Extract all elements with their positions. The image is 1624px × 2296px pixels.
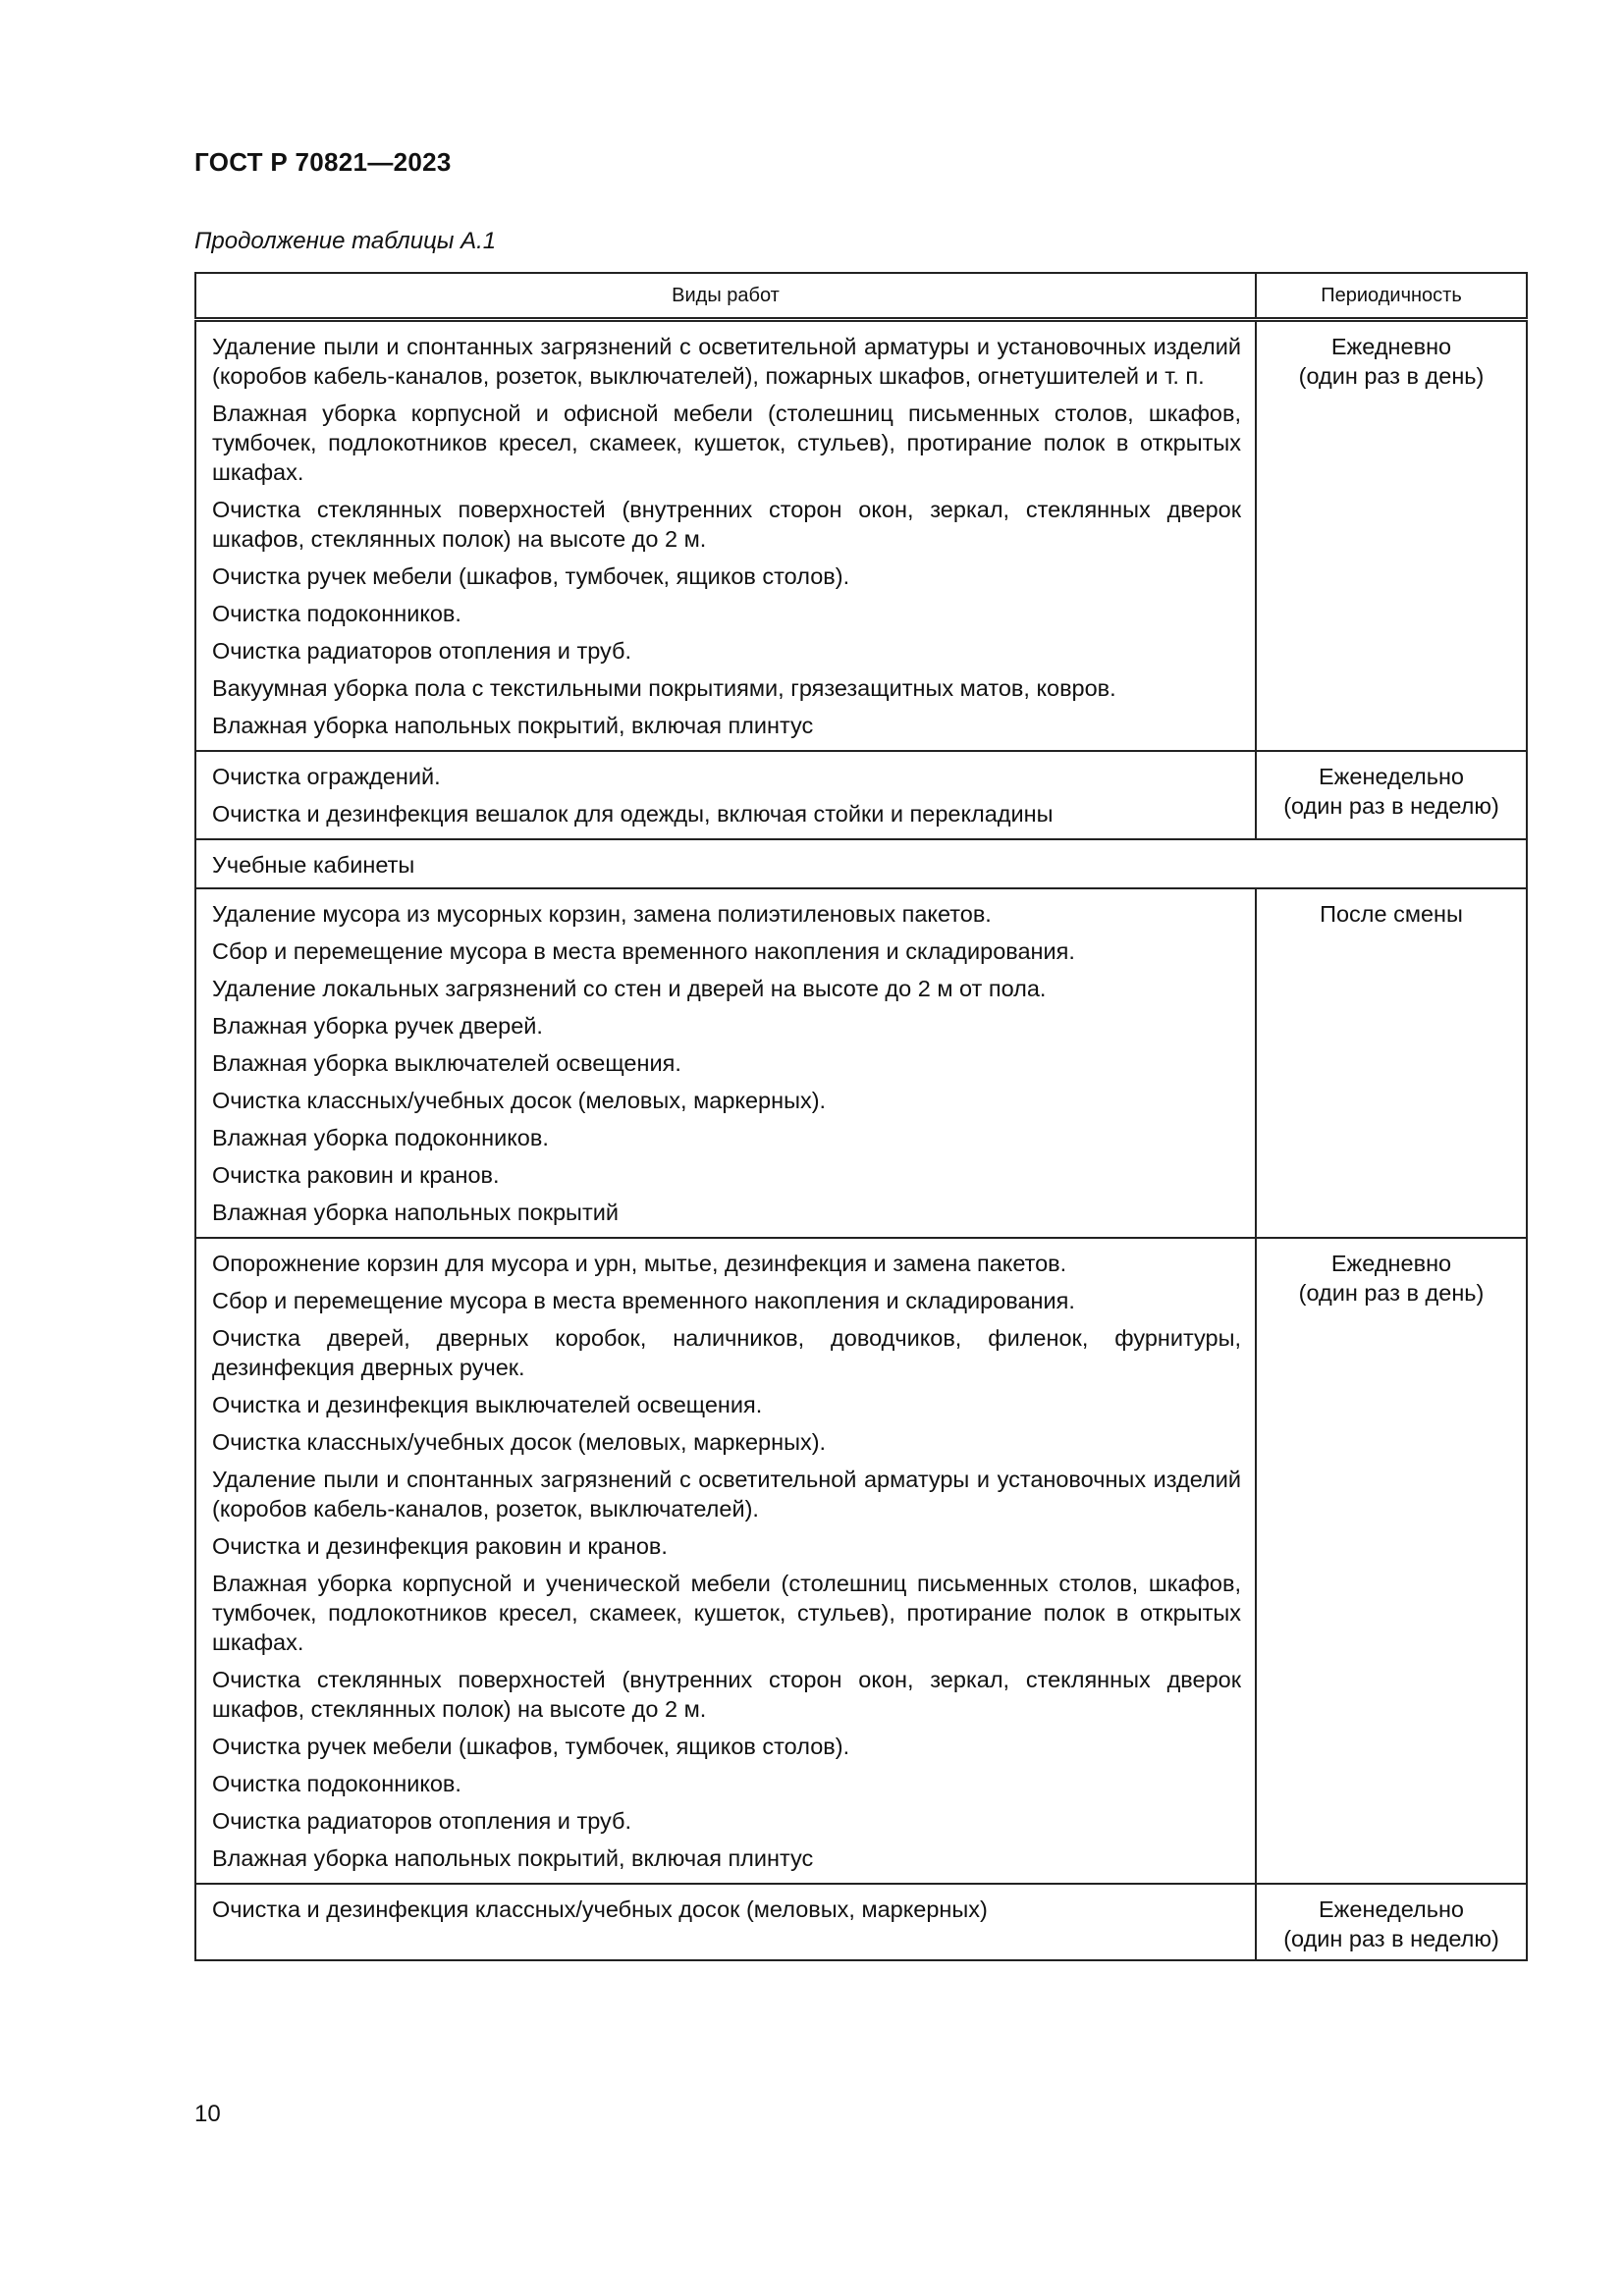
periodicity-text: Еженедельно (1319, 764, 1464, 789)
work-item: Очистка ограждений. (212, 764, 441, 789)
work-types-cell (195, 1238, 1256, 1884)
work-item: Очистка классных/учебных досок (меловых, маркерных). (212, 1429, 827, 1455)
periodicity-text: (один раз в неделю) (1283, 1926, 1499, 1951)
periodicity-text: Ежедневно (1330, 334, 1452, 359)
column-header-periodicity: Периодичность (1256, 273, 1527, 320)
work-schedule-table (194, 272, 1528, 1961)
work-item: Очистка подоконников. (212, 601, 461, 626)
table-body (195, 320, 1527, 1961)
work-item: Очистка и дезинфекция вешалок для одежды, включая стойки и перекладины (212, 801, 1054, 827)
periodicity-cell (1256, 320, 1527, 752)
work-types-cell (195, 320, 1256, 752)
work-item: Очистка стеклянных поверхностей (внутренних сторон окон, зеркал, стеклянных дверок шкафов, стеклянных полок) на высоте до 2 м. (212, 1667, 1241, 1722)
work-item: Удаление пыли и спонтанных загрязнений с осветительной арматуры и установочных изделий (коробов кабель-каналов, розеток, выключателей), пожарных шкафов, огнетушителей и т. п. (212, 334, 1241, 389)
work-item: Очистка и дезинфекция раковин и кранов. (212, 1533, 668, 1559)
periodicity-cell (1256, 751, 1527, 839)
standard-designation: ГОСТ Р 70821—2023 (194, 147, 452, 177)
work-types-cell (195, 751, 1256, 839)
work-item: Удаление локальных загрязнений со стен и дверей на высоте до 2 м от пола. (212, 976, 1047, 1001)
work-item: Влажная уборка подоконников. (212, 1125, 549, 1150)
table-header-row (195, 273, 1527, 320)
table-caption: Продолжение таблицы А.1 (194, 228, 497, 254)
work-types-cell (195, 1884, 1256, 1960)
periodicity-cell (1256, 888, 1527, 1238)
work-item: Очистка подоконников. (212, 1771, 461, 1796)
column-header-work-types: Виды работ (195, 273, 1256, 320)
periodicity-text: Еженедельно (1319, 1896, 1464, 1922)
work-item: Очистка и дезинфекция классных/учебных досок (меловых, маркерных) (212, 1896, 988, 1922)
table-row (195, 751, 1527, 839)
periodicity-cell (1256, 1238, 1527, 1884)
work-item: Очистка дверей, дверных коробок, наличников, доводчиков, филенок, фурнитуры, дезинфекция дверных ручек. (212, 1325, 1241, 1380)
table-row (195, 1238, 1527, 1884)
work-item: Влажная уборка напольных покрытий, включая плинтус (212, 713, 814, 738)
periodicity-text: После смены (1320, 901, 1463, 927)
table-row (195, 1884, 1527, 1960)
table-row (195, 320, 1527, 752)
work-item: Влажная уборка корпусной и ученической мебели (столешниц письменных столов, шкафов, тумбочек, подлокотников кресел, скамеек, кушеток, стульев), протирание полок в открытых шкафах. (212, 1571, 1241, 1655)
work-item: Очистка и дезинфекция выключателей освещения. (212, 1392, 763, 1417)
work-types-cell (195, 888, 1256, 1238)
work-item: Влажная уборка ручек дверей. (212, 1013, 543, 1039)
periodicity-cell (1256, 1884, 1527, 1960)
work-item: Очистка стеклянных поверхностей (внутренних сторон окон, зеркал, стеклянных дверок шкафов, стеклянных полок) на высоте до 2 м. (212, 497, 1241, 552)
periodicity-text: (один раз в день) (1298, 1280, 1485, 1306)
work-item: Сбор и перемещение мусора в места временного накопления и складирования. (212, 1288, 1075, 1313)
periodicity-text: Ежедневно (1330, 1251, 1452, 1276)
table-section-row (195, 839, 1527, 888)
work-item: Очистка раковин и кранов. (212, 1162, 500, 1188)
work-item: Влажная уборка напольных покрытий, включая плинтус (212, 1845, 814, 1871)
work-item: Влажная уборка корпусной и офисной мебели (столешниц письменных столов, шкафов, тумбочек, подлокотников кресел, скамеек, кушеток, стульев), протирание полок в открытых шкафах. (212, 400, 1241, 485)
work-item: Сбор и перемещение мусора в места временного накопления и складирования. (212, 938, 1075, 964)
table-row (195, 888, 1527, 1238)
work-item: Опорожнение корзин для мусора и урн, мытье, дезинфекция и замена пакетов. (212, 1251, 1067, 1276)
work-item: Удаление мусора из мусорных корзин, замена полиэтиленовых пакетов. (212, 901, 992, 927)
work-item: Очистка радиаторов отопления и труб. (212, 638, 632, 664)
work-item: Влажная уборка напольных покрытий (212, 1200, 619, 1225)
work-item: Удаление пыли и спонтанных загрязнений с осветительной арматуры и установочных изделий (коробов кабель-каналов, розеток, выключателей). (212, 1467, 1241, 1522)
page-number: 10 (194, 2101, 221, 2127)
work-item: Очистка ручек мебели (шкафов, тумбочек, ящиков столов). (212, 563, 850, 589)
section-title: Учебные кабинеты (195, 839, 1527, 888)
work-item: Очистка радиаторов отопления и труб. (212, 1808, 632, 1834)
periodicity-text: (один раз в неделю) (1283, 793, 1499, 819)
work-item: Влажная уборка выключателей освещения. (212, 1050, 681, 1076)
work-item: Очистка ручек мебели (шкафов, тумбочек, ящиков столов). (212, 1734, 850, 1759)
work-item: Очистка классных/учебных досок (меловых, маркерных). (212, 1088, 827, 1113)
work-item: Вакуумная уборка пола с текстильными покрытиями, грязезащитных матов, ковров. (212, 675, 1116, 701)
periodicity-text: (один раз в день) (1298, 363, 1485, 389)
